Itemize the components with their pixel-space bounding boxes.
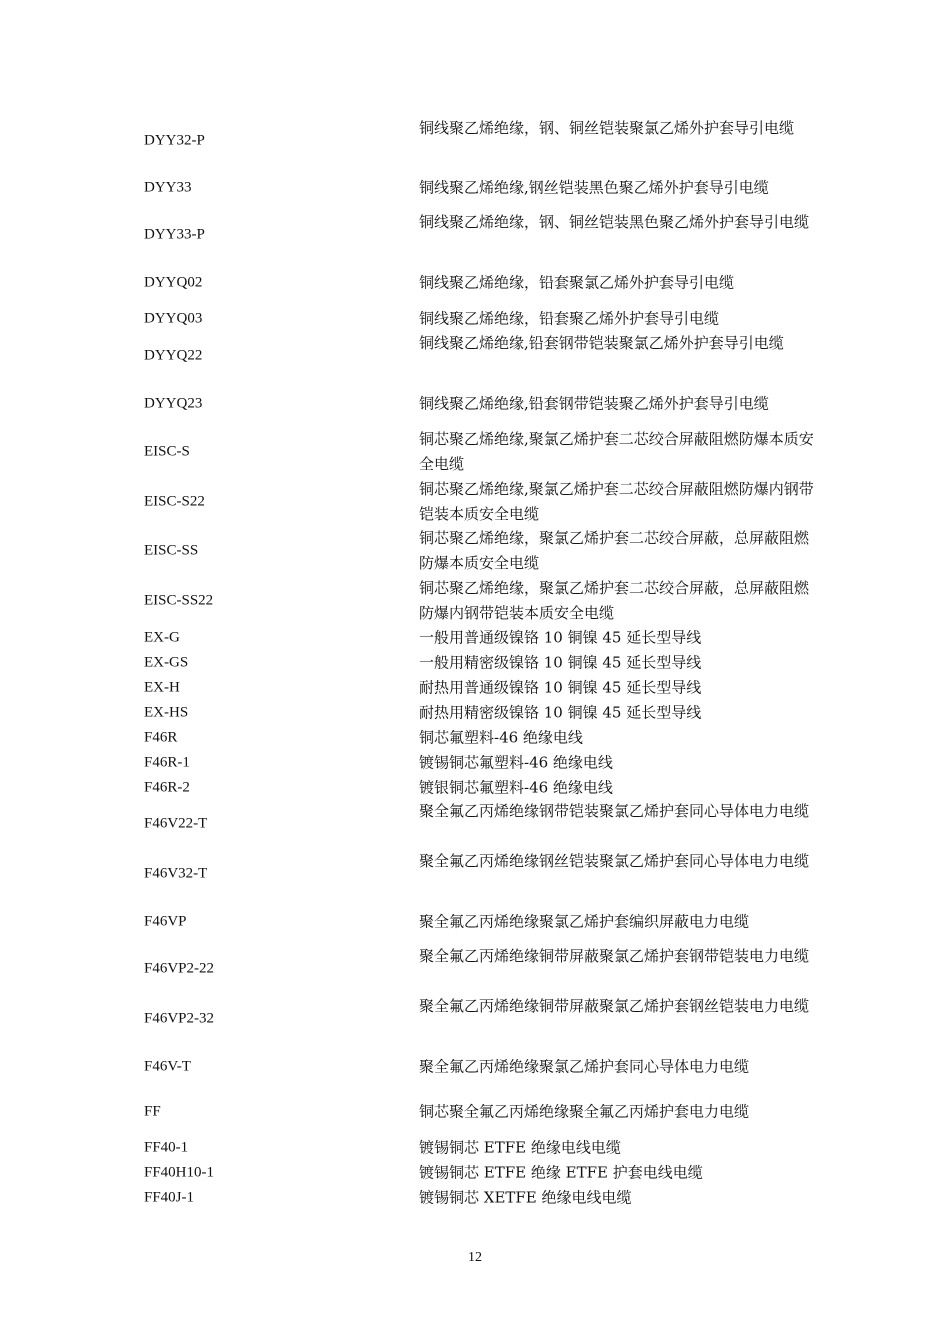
- cable-description: 镀锡铜芯 ETFE 绝缘 ETFE 护套电线电缆: [419, 1163, 703, 1181]
- cable-description: 聚全氟乙丙烯绝缘聚氯乙烯护套编织屏蔽电力电缆: [419, 912, 750, 930]
- cable-code: FF40H10-1: [144, 1164, 215, 1180]
- list-item: [0, 775, 950, 800]
- cable-code: F46R: [144, 729, 178, 745]
- cable-description: 耐热用精密级镍铬 10 铜镍 45 延长型导线: [419, 703, 702, 721]
- list-item: [0, 799, 950, 849]
- cable-description: 聚全氟乙丙烯绝缘铜带屏蔽聚氯乙烯护套钢带铠装电力电缆: [419, 947, 810, 965]
- list-item: [0, 331, 950, 381]
- cable-description: 聚全氟乙丙烯绝缘钢丝铠装聚氯乙烯护套同心导体电力电缆: [419, 852, 810, 870]
- cable-description: 镀锡铜芯 ETFE 绝缘电线电缆: [419, 1138, 621, 1156]
- cable-code: F46VP2-32: [144, 1010, 215, 1027]
- cable-description: 铜线聚乙烯绝缘，钢、铜丝铠装黑色聚乙烯外护套导引电缆: [419, 213, 810, 231]
- list-item: [0, 116, 950, 166]
- cable-code: FF: [144, 1103, 161, 1119]
- cable-code: F46R-1: [144, 754, 190, 770]
- cable-description: 铜芯聚全氟乙丙烯绝缘聚全氟乙丙烯护套电力电缆: [419, 1102, 750, 1120]
- cable-description: 铜芯氟塑料-46 绝缘电线: [419, 728, 583, 746]
- cable-code: EISC-S: [144, 443, 190, 460]
- cable-description: 铜芯聚乙烯绝缘，聚氯乙烯护套二芯绞合屏蔽，总屏蔽阻燃防爆本质安全电缆: [419, 529, 810, 572]
- list-item: [0, 427, 950, 477]
- list-item: [0, 700, 950, 725]
- cable-description: 铜线聚乙烯绝缘,铅套钢带铠装聚乙烯外护套导引电缆: [419, 394, 769, 412]
- list-item: [0, 725, 950, 750]
- cable-description: 铜芯聚乙烯绝缘,聚氯乙烯护套二芯绞合屏蔽阻燃防爆本质安全电缆: [419, 430, 814, 473]
- cable-code: EISC-SS: [144, 542, 199, 559]
- cable-description: 铜线聚乙烯绝缘，铅套聚氯乙烯外护套导引电缆: [419, 273, 735, 291]
- cable-description: 一般用精密级镍铬 10 铜镍 45 延长型导线: [419, 653, 702, 671]
- cable-code: EISC-SS22: [144, 592, 214, 609]
- cable-code: EX-HS: [144, 704, 189, 720]
- cable-description: 镀银铜芯氟塑料-46 绝缘电线: [419, 778, 613, 796]
- list-item: [0, 306, 950, 331]
- cable-code: DYYQ23: [144, 395, 203, 411]
- list-item: [0, 750, 950, 775]
- cable-code: F46VP: [144, 913, 187, 929]
- cable-code: F46V32-T: [144, 865, 208, 882]
- list-item: [0, 675, 950, 700]
- list-item: [0, 270, 950, 295]
- list-item: [0, 526, 950, 576]
- cable-description: 镀锡铜芯 XETFE 绝缘电线电缆: [419, 1188, 632, 1206]
- cable-description: 铜线聚乙烯绝缘，铅套聚乙烯外护套导引电缆: [419, 309, 720, 327]
- cable-code: DYYQ02: [144, 274, 203, 290]
- cable-code: FF40-1: [144, 1139, 189, 1155]
- list-item: [0, 849, 950, 899]
- list-item: [0, 909, 950, 934]
- cable-code: F46R-2: [144, 779, 190, 795]
- cable-description: 铜线聚乙烯绝缘,钢丝铠装黑色聚乙烯外护套导引电缆: [419, 178, 769, 196]
- list-item: [0, 477, 950, 527]
- page-number: 12: [468, 1250, 482, 1265]
- list-item: [0, 391, 950, 416]
- list-item: [0, 210, 950, 260]
- cable-description: 聚全氟乙丙烯绝缘聚氯乙烯护套同心导体电力电缆: [419, 1057, 750, 1075]
- list-item: [0, 1185, 950, 1210]
- cable-code: F46V22-T: [144, 815, 208, 832]
- cable-code: EX-GS: [144, 654, 189, 670]
- cable-description: 一般用普通级镍铬 10 铜镍 45 延长型导线: [419, 628, 702, 646]
- list-item: [0, 1054, 950, 1079]
- cable-code: FF40J-1: [144, 1189, 195, 1205]
- cable-description: 镀锡铜芯氟塑料-46 绝缘电线: [419, 753, 613, 771]
- cable-description: 铜线聚乙烯绝缘，钢、铜丝铠装聚氯乙烯外护套导引电缆: [419, 119, 795, 137]
- cable-code: F46VP2-22: [144, 960, 215, 977]
- list-item: [0, 1135, 950, 1160]
- cable-code: DYY33-P: [144, 226, 205, 243]
- list-item: [0, 944, 950, 994]
- cable-description: 耐热用普通级镍铬 10 铜镍 45 延长型导线: [419, 678, 702, 696]
- cable-description: 铜芯聚乙烯绝缘,聚氯乙烯护套二芯绞合屏蔽阻燃防爆内钢带铠装本质安全电缆: [419, 480, 814, 523]
- list-item: [0, 1160, 950, 1185]
- cable-description: 铜线聚乙烯绝缘,铅套钢带铠装聚氯乙烯外护套导引电缆: [419, 334, 784, 352]
- cable-code: EX-G: [144, 629, 180, 645]
- cable-code: EX-H: [144, 679, 180, 695]
- list-item: [0, 175, 950, 200]
- list-item: [0, 994, 950, 1044]
- cable-description: 聚全氟乙丙烯绝缘铜带屏蔽聚氯乙烯护套钢丝铠装电力电缆: [419, 997, 810, 1015]
- cable-code: DYY32-P: [144, 132, 205, 149]
- cable-code: DYYQ03: [144, 310, 203, 326]
- cable-code: DYY33: [144, 179, 192, 195]
- cable-code: F46V-T: [144, 1058, 191, 1074]
- cable-description: 铜芯聚乙烯绝缘，聚氯乙烯护套二芯绞合屏蔽，总屏蔽阻燃防爆内钢带铠装本质安全电缆: [419, 579, 810, 622]
- cable-code: EISC-S22: [144, 493, 205, 510]
- cable-description: 聚全氟乙丙烯绝缘钢带铠装聚氯乙烯护套同心导体电力电缆: [419, 802, 810, 820]
- list-item: [0, 576, 950, 626]
- list-item: [0, 1099, 950, 1124]
- list-item: [0, 625, 950, 650]
- list-item: [0, 650, 950, 675]
- cable-code: DYYQ22: [144, 347, 203, 364]
